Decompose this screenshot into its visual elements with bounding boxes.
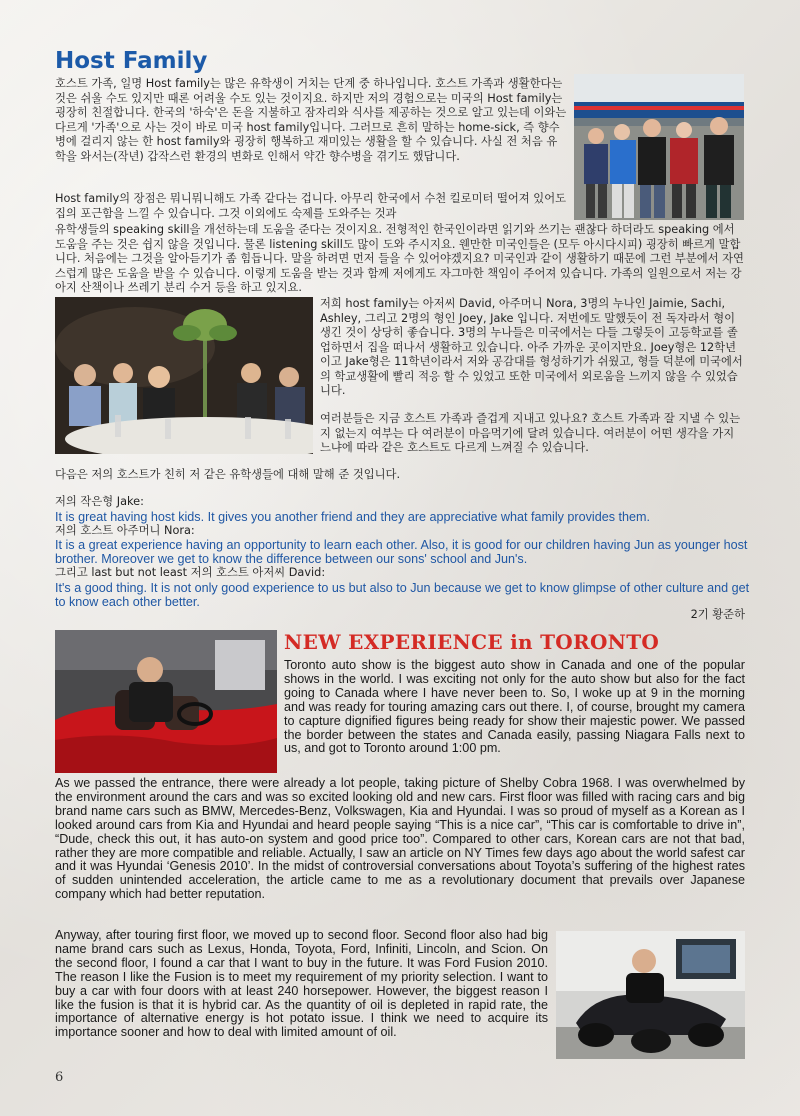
toronto-para2: As we passed the entrance, there were already a lot people, taking picture of Shelby Cobra 1968. I was overwhelmed by the environment around the cars and was so excited looking old and new cars. First floor was filled with racing cars and big brand name cars such as BMW, Mercedes-Benz, Volkswagen, Kia and Hyundai. I was so proud of myself as a Korean as I looked around cars from Kia and Hyundai and heard people saying “This is a nice car”, “This car is comfortable to drive in”, “Dude, check this out, it has auto-on system and good price too”. Compared to other cars, Korean cars are not that bad, rather they are more compatible and reliable. Actually, I saw an article on NY Times few days ago about the world safest car and it was Hyundai ‘Genesis 2010’. In the midst of controversial conversations about Toyota’s suffering of the highest rates of sudden unintended acceleration, the article came to me as a revolutionary document that prevails over Japanese company which had better reputation. — [55, 776, 745, 902]
host-family-para1: 호스트 가족, 일명 Host family는 많은 유학생이 거치는 단계 중 하나입니다. 호스트 가족과 생활한다는 것은 쉬울 수도 있지만 때론 어려울 수도 있는 것이지요. 하지만 저의 경험으로는 미국의 Host family는 굉장히 친절합니다. 한국의 '하숙'은 돈을 지불하고 잠자리와 식사를 제공하는 것으로 알고 있는데 이와는 다르게 '가족'으로 사는 것이 바로 미국 host family입니다. 그러므로 흔히 말하는 home-sick, 즉 향수병에 걸리지 않는 한 host family와 굉장히 행복하고 재미있는 생활을 할 수 있습니다. 사실 전 처음 유학을 와서는(작년) 갑작스런 환경의 변화로 인해서 약간 향수병을 겪기도 했답니다. — [55, 77, 567, 163]
quote-text-jake: It is great having host kids. It gives you another friend and they are appreciative what family provides them. — [55, 509, 651, 524]
quote-text-nora: It is a great experience having an opportunity to learn each other. Also, it is good for our children having Jun as younger host brother. Moreover we get to know the difference between our sons' school and Jun's. — [55, 538, 748, 566]
article-author: 2기 황준하 — [690, 608, 745, 621]
host-family-para2b: 유학생들의 speaking skill을 개선하는데 도움을 준다는 것이지요. 전형적인 한국인이라면 읽기와 쓰기는 괜찮다 하더라도 speaking 에서 도움을 주는 것은 쉽지 않을 것입니다. 물론 listening skill도 많이 도와 주시지요. 웬만한 미국인들은 (모두 아시다시피) 굉장히 빠르게 말합니다. 처음에는 그것을 알아듣기가 좀 힘듭니다. 말을 하려면 먼저 들을 수 있어야겠지요? 미국인과 같이 생활하기 때문에 그런 부분에서 자연스럽게 많은 도움을 받을 수 있습니다. 이렇게 도움을 받는 것과 함께 저에게도 자그마한 책임이 주어져 있습니다. 가족의 일원으로서 저는 강아지 산책이나 쓰레기 분리 수거 등을 하고 있지요. — [55, 223, 744, 294]
quote-text-david: It's a good thing. It is not only good experience to us but also to Jun because we get to know glimpse of other culture and get to know each other better. — [55, 580, 750, 609]
photo-host-family-racetrack — [574, 74, 744, 220]
host-quotes — [55, 495, 750, 609]
photo-auto-show-red-car — [55, 630, 277, 773]
host-family-para3: 저희 host family는 아저씨 David, 아주머니 Nora, 3명의 누나인 Jaimie, Sachi, Ashley, 그리고 2명의 형인 Joey, Jake 입니다. 저번에도 말했듯이 전 독자라서 형이 생긴 것이 상당히 좋습니다. 3명의 누나들은 미국에서는 다들 그렇듯이 고등학교를 졸업하면서 집을 떠나서 생활하고 있습니다. 아주 가까운 곳이지만요. Joey형은 12학년이고 Jake형은 11학년이라서 저와 공감대를 형성하기가 쉬웠고, 형들 덕분에 미국에서의 학교생활에 빨리 적응 할 수 있었고 또한 미국에서 외로움을 느끼지 않을 수 있었습니다. — [320, 297, 743, 397]
photo-host-family-banquet — [55, 297, 313, 454]
page-number: 6 — [55, 1070, 64, 1085]
host-family-para2a: Host family의 장점은 뭐니뭐니해도 가족 같다는 겁니다. 아무리 한국에서 수천 킬로미터 떨어져 있어도 집의 포근함을 느낄 수 있습니다. 그것 이외에도 숙제를 도와주는 것과 — [55, 192, 567, 220]
quote-label-jake: 저의 작은형 Jake: — [55, 495, 144, 508]
photo-auto-show-spyder — [556, 931, 745, 1059]
quote-label-nora: 저의 호스트 아주머니 Nora: — [55, 523, 195, 537]
quote-label-david: 그리고 last but not least 저의 호스트 아저씨 David: — [55, 566, 326, 579]
toronto-para3: Anyway, after touring first floor, we moved up to second floor. Second floor also had big name brand cars such as Lexus, Honda, Toyota, Ford, Infiniti, Lincoln, and Scion. On the second floor, I found a car that I want to buy in the future. It was Ford Fusion 2010. The reason I like the Fusion is to meet my requirement of my priority selection. I want to buy a car with four doors with at least 240 horsepower. However, the biggest reason I like the fusion is that it is hybrid car. As the quantity of oil is depleted in rapid rate, the importance of alternative energy is hot potato issue. I think we need to acquire its importance sooner and how to deal with limited amount of oil. — [55, 928, 548, 1040]
host-family-intro: 다음은 저의 호스트가 친히 저 같은 유학생들에 대해 말해 준 것입니다. — [55, 468, 401, 481]
host-family-para4: 여러분들은 지금 호스트 가족과 즐겁게 지내고 있나요? 호스트 가족과 잘 지낼 수 있는지 없는지 여부는 다 여러분이 마음먹기에 달려 있습니다. 여러분이 어떤 생각을 가지느냐에 따라 같은 호스트도 다르게 느껴질 수 있습니다. — [320, 412, 741, 454]
toronto-title: NEW EXPERIENCE in TORONTO — [284, 630, 660, 654]
toronto-para1: Toronto auto show is the biggest auto show in Canada and one of the popular shows in the world. I was exciting not only for the auto show but also for the fact going to Canada where I have never been to. So, I woke up at 9 in the morning and was ready for touring amazing cars out there. I, of course, brought my camera to capture dignified figures being ready for show their majestic power. We passed the border between the states and Canada easily, passing Niagara Falls next to us, and got to Toronto around 1:00 pm. — [284, 658, 745, 756]
host-family-title: Host Family — [55, 48, 208, 74]
